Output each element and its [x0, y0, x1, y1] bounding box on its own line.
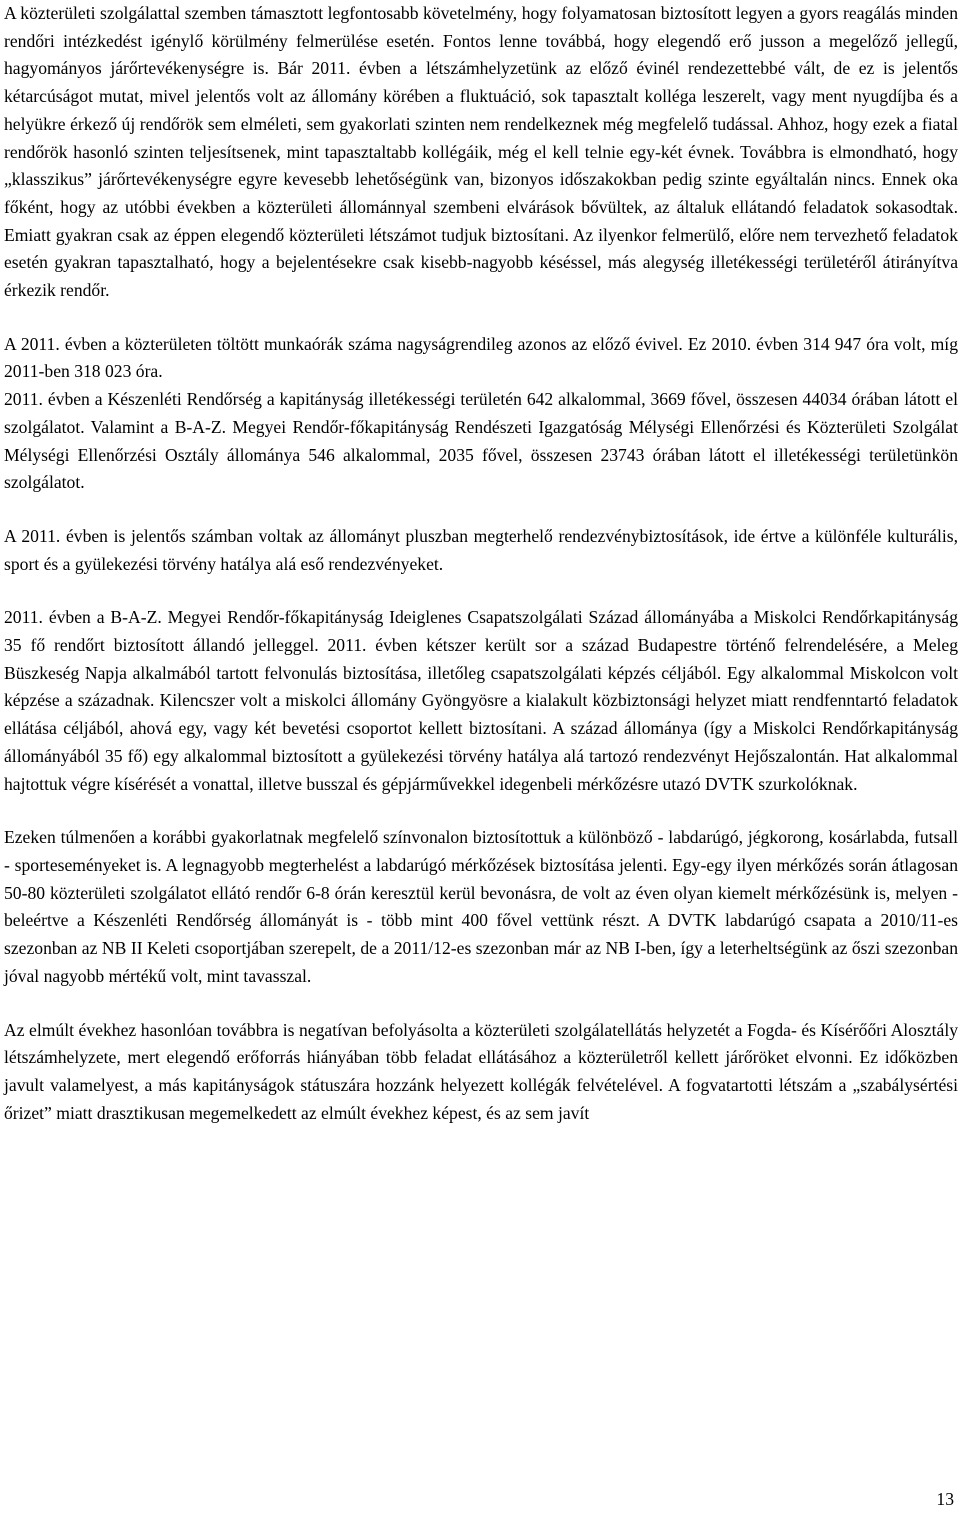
page-number: 13	[936, 1489, 954, 1509]
paragraph-2: A 2011. évben a közterületen töltött munkaórák száma nagyságrendileg azonos az előző évivel. Ez 2010. évben 314 947 óra volt, míg 2011-ben 318 023 óra.	[4, 333, 958, 382]
paragraph-3: 2011. évben a Készenléti Rendőrség a kapitányság illetékességi területén 642 alkalommal, 3669 fővel, összesen 44034 órában látott el szolgálatot. Valamint a B-A-Z. Megyei Rendőr-főkapitányság Rendészeti Igazgatóság Mélységi Ellenőrzési és Közterületi Szolgálat Mélységi Ellenőrzési Osztály állománya 546 alkalommal, 2035 fővel, összesen 23743 órában látott el illetékességi területünkön szolgálatot.	[4, 389, 958, 493]
document-body	[4, 0, 958, 1127]
paragraph-1: A közterületi szolgálattal szemben támasztott legfontosabb követelmény, hogy folyamatosan biztosított legyen a gyors reagálás minden rendőri intézkedést igénylő körülmény felmerülése esetén. Fontos lenne továbbá, hogy elegendő erő jusson a megelőző jellegű, hagyományos járőrtevékenységre is. Bár 2011. évben a létszámhelyzetünk az előző évinél rendezettebbé vált, de ez is jelentős kétarcúságot mutat, mivel jelentős volt az állomány körében a fluktuáció, sok tapasztalt kolléga leszerelt, vagy ment nyugdíjba és a helyükre érkező új rendőrök sem elméleti, sem gyakorlati szinten nem rendelkeznek még megfelelő tudással. Ahhoz, hogy ezek a fiatal rendőrök hasonló szinten teljesítsenek, mint tapasztaltabb kollégáik, még el kell telnie egy-két évnek. Továbbra is elmondható, hogy „klasszikus” járőrtevékenységre egyre kevesebb lehetőségünk van, bizonyos időszakokban pedig szinte egyáltalán nincs. Ennek oka főként, hogy az utóbbi években a közterületi állománnyal szembeni elvárások bővültek, az általuk ellátandó feladatok sokasodtak. Emiatt gyakran csak az éppen elegendő közterületi létszámot tudjuk biztosítani. Az ilyenkor felmerülő, előre nem tervezhető feladatok esetén gyakran tapasztalható, hogy a bejelentésekre csak kisebb-nagyobb késéssel, más alegység illetékességi területéről átirányítva érkezik rendőr.	[4, 3, 958, 301]
paragraph-7: Az elmúlt évekhez hasonlóan továbbra is negatívan befolyásolta a közterületi szolgálatellátás helyzetét a Fogda- és Kísérőőri Alosztály létszámhelyzete, mert elegendő erőforrás hiányában több feladat ellátásához a közterületről kellett járőröket elvonni. Ez időközben javult valamelyest, a más kapitányságok státuszára hozzánk helyezett kollégák felvételével. A fogvatartotti létszám a „szabálysértési őrizet” miatt drasztikusan megemelkedett az elmúlt évekhez képest, és az sem javít	[4, 1019, 958, 1123]
paragraph-6: Ezeken túlmenően a korábbi gyakorlatnak megfelelő színvonalon biztosítottuk a különböző - labdarúgó, jégkorong, kosárlabda, futsall - sporteseményeket is. A legnagyobb megterhelést a labdarúgó mérkőzések biztosítása jelenti. Egy-egy ilyen mérkőzés során átlagosan 50-80 közterületi szolgálatot ellátó rendőr 6-8 órán keresztül kerül bevonásra, de volt az éven olyan kiemelt mérkőzésünk is, melyen - beleértve a Készenléti Rendőrség állományát is - több mint 400 fővel vettünk részt. A DVTK labdarúgó csapata a 2010/11-es szezonban az NB II Keleti csoportjában szerepelt, de a 2011/12-es szezonban már az NB I-ben, így a leterheltségünk az őszi szezonban jóval nagyobb mértékű volt, mint tavasszal.	[4, 827, 958, 986]
paragraph-5: 2011. évben a B-A-Z. Megyei Rendőr-főkapitányság Ideiglenes Csapatszolgálati Század állományába a Miskolci Rendőrkapitányság 35 fő rendőrt biztosított állandó jelleggel. 2011. évben kétszer került sor a század Budapestre történő felrendelésére, a Meleg Büszkeség Napja alkalmából tartott felvonulás biztosítása, illetőleg csapatszolgálati képzés céljából. Egy alkalommal Miskolcon volt képzése a századnak. Kilencszer volt a miskolci állomány Gyöngyösre a kialakult közbiztonsági helyzet miatt rendfenntartó feladatok ellátása céljából, ahová egy, vagy két bevetési csoportot kellett biztosítani. A század állománya (így a Miskolci Rendőrkapitányság állományából 35 fő) egy alkalommal biztosított a gyülekezési törvény hatálya alá tartozó rendezvényt Hejőszalontán. Hat alkalommal hajtottuk végre kísérését a vonattal, illetve busszal és gépjárművekkel idegenbeli mérkőzésre utazó DVTK szurkolóknak.	[4, 607, 958, 794]
paragraph-4: A 2011. évben is jelentős számban voltak az állományt pluszban megterhelő rendezvénybiztosítások, ide értve a különféle kulturális, sport és a gyülekezési törvény hatálya alá eső rendezvényeket.	[4, 525, 958, 574]
